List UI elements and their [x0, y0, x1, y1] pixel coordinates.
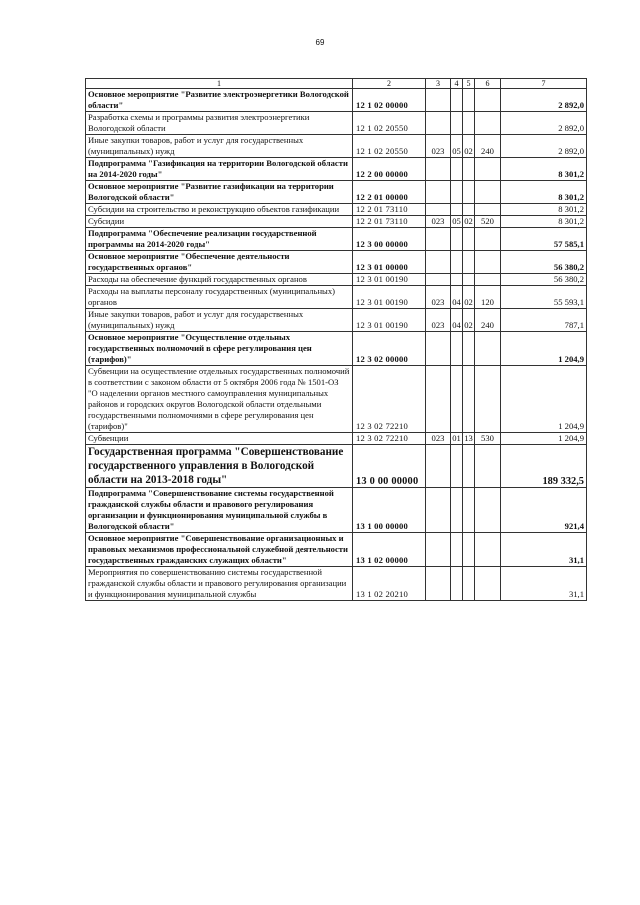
row-col-6: 530 [475, 433, 501, 445]
row-name: Разработка схемы и программы развития электроэнергетики Вологодской области [86, 112, 353, 135]
row-col-3: 023 [426, 433, 451, 445]
row-col-6 [475, 332, 501, 366]
row-col-6 [475, 488, 501, 533]
row-col-5 [463, 445, 475, 488]
row-name: Субвенции на осуществление отдельных государственных полномочий в соответствии с законом области от 5 октября 2006 года № 1501-ОЗ "О наделении органов местного самоуправления муниципальных районов и городских округов Вологодской области отдельными государственными полномочиями в сфере регулирования цен (тарифов)" [86, 366, 353, 433]
table-row [86, 158, 587, 181]
row-col-5 [463, 89, 475, 112]
row-code: 12 1 02 00000 [353, 89, 426, 112]
header-row [86, 79, 587, 89]
row-col-4 [451, 251, 463, 274]
row-amount: 31,1 [501, 533, 587, 567]
row-col-5 [463, 274, 475, 286]
row-col-4 [451, 89, 463, 112]
row-col-5 [463, 488, 475, 533]
row-col-4 [451, 158, 463, 181]
row-name: Государственная программа "Совершенствование государственного управления в Вологодской области на 2013-2018 годы" [86, 445, 353, 488]
row-col-6 [475, 112, 501, 135]
row-code: 12 1 02 20550 [353, 135, 426, 158]
row-col-5 [463, 533, 475, 567]
row-col-3 [426, 332, 451, 366]
row-name: Иные закупки товаров, работ и услуг для государственных (муниципальных) нужд [86, 135, 353, 158]
row-col-6: 240 [475, 309, 501, 332]
row-col-4 [451, 445, 463, 488]
row-amount: 8 301,2 [501, 204, 587, 216]
row-col-4: 04 [451, 286, 463, 309]
row-col-4 [451, 533, 463, 567]
header-col-4: 4 [451, 79, 463, 89]
row-name: Субсидии на строительство и реконструкцию объектов газификации [86, 204, 353, 216]
row-code: 12 3 00 00000 [353, 228, 426, 251]
row-name: Основное мероприятие "Осуществление отдельных государственных полномочий в сфере регулирования цен (тарифов)" [86, 332, 353, 366]
row-col-5: 02 [464, 216, 473, 226]
row-col-5 [463, 158, 475, 181]
row-col-3 [426, 158, 451, 181]
table-row [86, 488, 587, 533]
row-col-6: 520 [475, 216, 501, 228]
header-col-7: 7 [501, 79, 587, 89]
row-code: 12 3 01 00190 [353, 274, 426, 286]
row-code: 13 1 02 20210 [353, 567, 426, 601]
table-row [86, 216, 587, 228]
row-col-5: 02 [463, 309, 475, 332]
header-col-5: 5 [463, 79, 475, 89]
row-code: 13 0 00 00000 [353, 445, 426, 488]
row-amount: 8 301,2 [501, 216, 587, 228]
row-col-4 [451, 274, 463, 286]
row-col-3 [426, 181, 451, 204]
table-row [86, 309, 587, 332]
row-col-3: 023 [426, 286, 451, 309]
row-amount: 787,1 [501, 309, 587, 332]
row-col-6 [475, 533, 501, 567]
row-amount: 1 204,9 [501, 332, 587, 366]
table-row [86, 274, 587, 286]
row-col-3: 023 [426, 135, 451, 158]
row-col-4 [451, 332, 463, 366]
row-col-3 [426, 228, 451, 251]
row-code: 12 3 02 72210 [353, 366, 426, 433]
row-amount: 2 892,0 [501, 135, 587, 158]
row-amount: 1 204,9 [501, 366, 587, 433]
row-col-4: 05 [451, 135, 463, 158]
table-row [86, 445, 587, 488]
row-col-6: 120 [475, 286, 501, 309]
row-col-3 [426, 204, 451, 216]
table-row [86, 286, 587, 309]
row-amount: 56 380,2 [501, 274, 587, 286]
row-amount: 189 332,5 [501, 445, 587, 488]
table-row [86, 251, 587, 274]
row-col-3 [426, 533, 451, 567]
row-name: Расходы на обеспечение функций государственных органов [86, 274, 353, 286]
row-col-3 [426, 488, 451, 533]
row-col-3: 023 [426, 216, 451, 228]
row-col-4 [451, 366, 463, 433]
row-col-4: 05 [452, 216, 461, 226]
row-name: Основное мероприятие "Обеспечение деятельности государственных органов" [86, 251, 353, 274]
row-col-4 [451, 112, 463, 135]
header-col-6: 6 [475, 79, 501, 89]
row-col-4: 04 [451, 309, 463, 332]
row-code: 12 2 01 73110 [353, 204, 426, 216]
row-code: 13 1 02 00000 [353, 533, 426, 567]
row-col-5: 02 [463, 135, 475, 158]
row-col-6: 240 [475, 135, 501, 158]
row-name: Основное мероприятие "Развитие газификации на территории Вологодской области" [86, 181, 353, 204]
row-col-6 [475, 445, 501, 488]
row-col-6 [475, 251, 501, 274]
row-col-3 [426, 274, 451, 286]
table-row [86, 228, 587, 251]
row-code: 12 3 02 72210 [353, 433, 426, 445]
table-row [86, 567, 587, 601]
row-col-6 [475, 366, 501, 433]
row-col-6 [475, 158, 501, 181]
row-col-5 [463, 112, 475, 135]
row-amount: 2 892,0 [501, 89, 587, 112]
table-row [86, 181, 587, 204]
row-col-5 [463, 181, 475, 204]
row-amount: 921,4 [501, 488, 587, 533]
row-col-4 [451, 228, 463, 251]
row-code: 12 3 01 00000 [353, 251, 426, 274]
row-name: Основное мероприятие "Развитие электроэнергетики Вологодской области" [86, 89, 353, 112]
budget-table [85, 78, 587, 601]
row-code: 12 2 00 00000 [353, 158, 426, 181]
row-col-5 [463, 251, 475, 274]
row-amount: 56 380,2 [501, 251, 587, 274]
row-col-6 [475, 567, 501, 601]
row-col-3 [426, 112, 451, 135]
row-col-5: 02 [463, 286, 475, 309]
row-col-3 [426, 366, 451, 433]
row-code: 12 2 01 73110 [353, 216, 426, 228]
table-row [86, 533, 587, 567]
row-code: 12 3 01 00190 [353, 286, 426, 309]
row-code: 13 1 00 00000 [353, 488, 426, 533]
row-col-4 [451, 567, 463, 601]
row-code: 12 3 01 00190 [353, 309, 426, 332]
row-name: Основное мероприятие "Совершенствование организационных и правовых механизмов профессиональной служебной деятельности государственных гражданских служащих области" [86, 533, 353, 567]
table-row [86, 366, 587, 433]
header-col-2: 2 [353, 79, 426, 89]
row-name: Субвенции [86, 433, 353, 445]
row-col-6 [475, 181, 501, 204]
row-amount: 1 204,9 [501, 433, 587, 445]
table-row [86, 332, 587, 366]
row-col-5 [463, 366, 475, 433]
table-row [86, 89, 587, 112]
row-col-6 [475, 274, 501, 286]
row-amount: 2 892,0 [501, 112, 587, 135]
row-col-5 [463, 228, 475, 251]
row-name: Подпрограмма "Совершенствование системы государственной гражданской службы области и правового регулирования организации и функционирования муниципальной службы в Вологодской области" [86, 488, 353, 533]
row-col-4: 01 [452, 433, 461, 443]
row-name: Подпрограмма "Газификация на территории Вологодской области на 2014-2020 годы" [86, 158, 353, 181]
row-col-3 [426, 567, 451, 601]
row-amount: 57 585,1 [501, 228, 587, 251]
row-col-5 [463, 567, 475, 601]
header-col-1: 1 [86, 79, 353, 89]
table-row [86, 135, 587, 158]
row-name: Расходы на выплаты персоналу государственных (муниципальных) органов [86, 286, 353, 309]
row-col-5 [463, 204, 475, 216]
row-col-6 [475, 204, 501, 216]
row-col-6 [475, 89, 501, 112]
table-row [86, 433, 587, 445]
row-col-6 [475, 228, 501, 251]
row-col-3 [426, 89, 451, 112]
row-col-3 [426, 251, 451, 274]
row-amount: 8 301,2 [501, 181, 587, 204]
row-name: Подпрограмма "Обеспечение реализации государственной программы на 2014-2020 годы" [86, 228, 353, 251]
row-code: 12 3 02 00000 [353, 332, 426, 366]
row-name: Иные закупки товаров, работ и услуг для государственных (муниципальных) нужд [86, 309, 353, 332]
row-col-5 [463, 332, 475, 366]
header-col-3: 3 [426, 79, 451, 89]
row-code: 12 2 01 00000 [353, 181, 426, 204]
row-name: Субсидии [86, 216, 353, 228]
row-amount: 55 593,1 [501, 286, 587, 309]
row-col-4 [451, 181, 463, 204]
table-row [86, 112, 587, 135]
row-col-3: 023 [426, 309, 451, 332]
row-col-5: 13 [464, 433, 473, 443]
row-col-3 [426, 445, 451, 488]
page-number: 69 [315, 38, 325, 47]
row-code: 12 1 02 20550 [353, 112, 426, 135]
row-amount: 8 301,2 [501, 158, 587, 181]
row-amount: 31,1 [501, 567, 587, 601]
table-row [86, 204, 587, 216]
row-col-4 [451, 204, 463, 216]
row-col-4 [451, 488, 463, 533]
row-name: Мероприятия по совершенствованию системы государственной гражданской службы области и правового регулирования организации и функционирования муниципальной службы [86, 567, 353, 601]
